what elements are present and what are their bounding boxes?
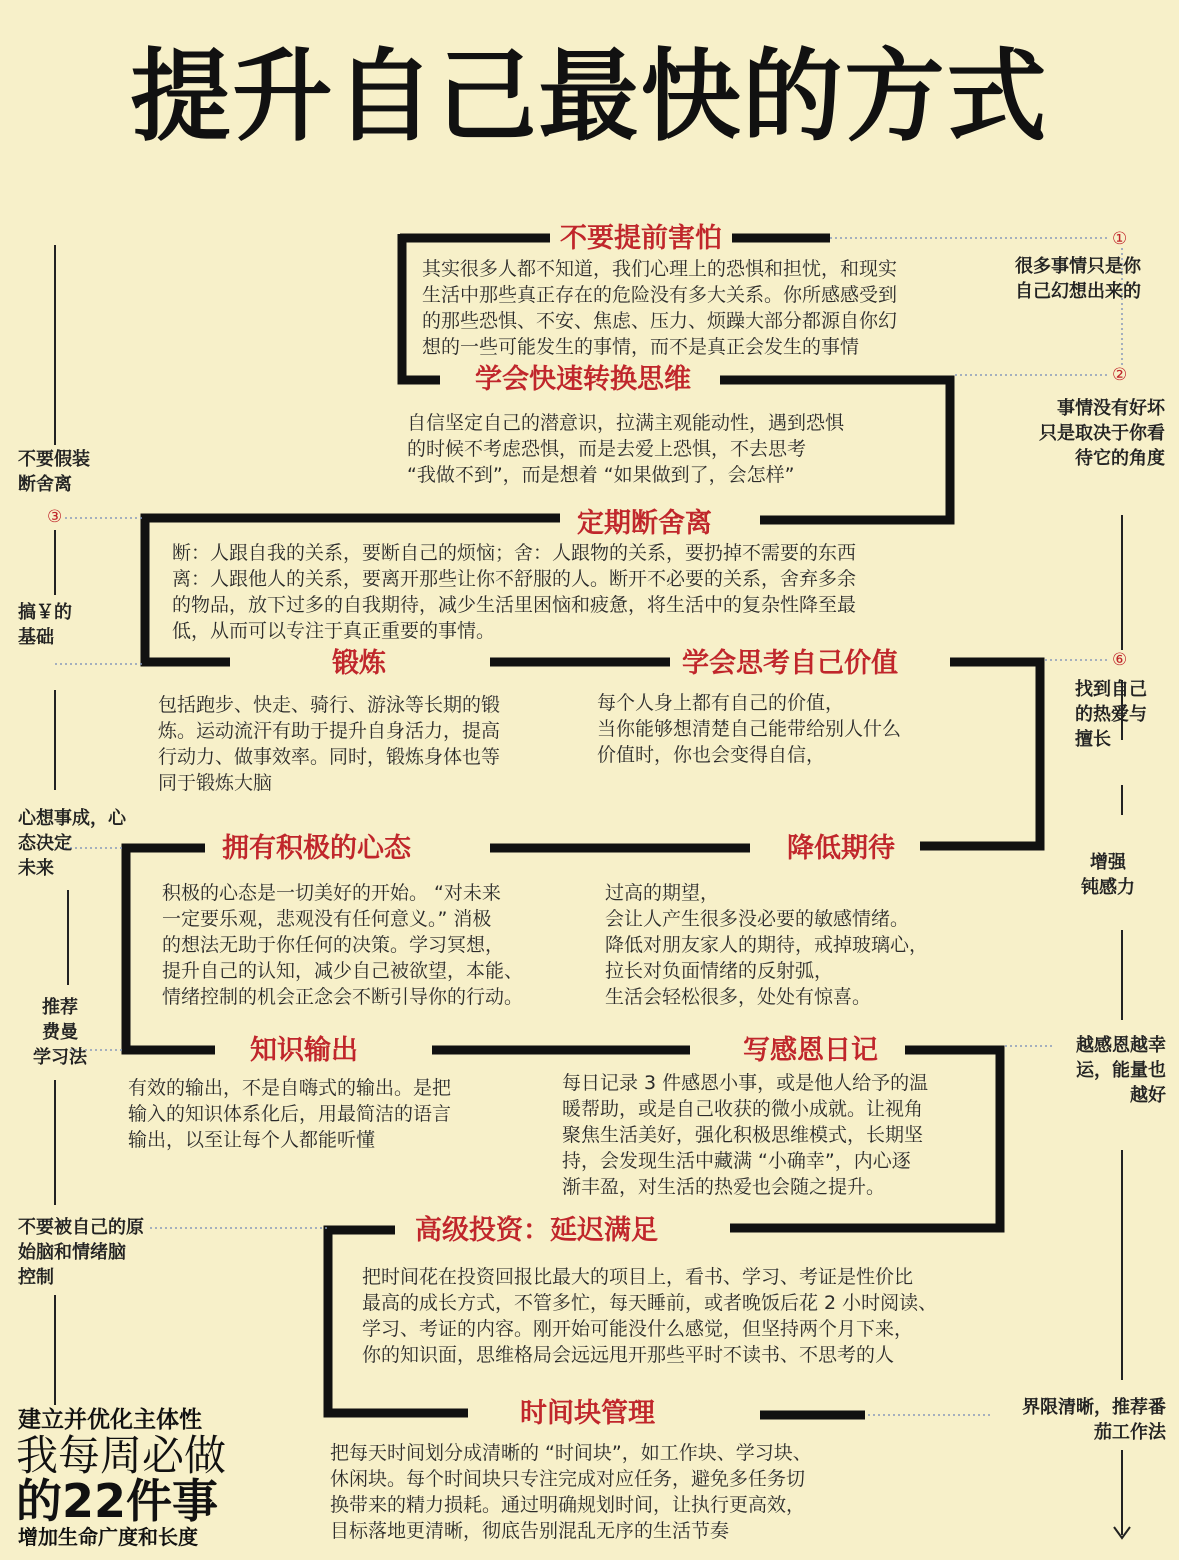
- section-line: 的物品，放下过多的自我期待，减少生活里困恼和疲惫，将生活中的复杂性降至最: [172, 594, 857, 616]
- note-line: 越感恩越幸: [1076, 1035, 1166, 1056]
- note-line: 控制: [18, 1267, 54, 1288]
- section-heading-9: 写感恩日记: [733, 1034, 888, 1068]
- right-note-5: [1058, 1033, 1166, 1108]
- section-line: 会让人产生很多没必要的敏感情绪。: [605, 908, 910, 930]
- section-line: 有效的输出，不是自嗨式的输出。是把: [128, 1077, 452, 1099]
- section-line: 你的知识面，思维格局会远远甩开那些平时不读书、不思考的人: [362, 1344, 895, 1366]
- section-line: 自信坚定自己的潜意识，拉满主观能动性，遇到恐惧: [407, 412, 845, 434]
- page-title: 提升自己最快的方式: [130, 38, 1049, 155]
- note-line: 态决定: [18, 833, 72, 854]
- section-body-4: [158, 692, 500, 796]
- section-heading-2: 学会快速转换思维: [465, 363, 701, 397]
- section-line: 一定要乐观，悲观没有任何意义。” 消极: [162, 908, 492, 930]
- section-line: 积极的心态是一切美好的开始。 “对未来: [162, 882, 501, 904]
- section-body-3: [172, 540, 856, 644]
- left-note-3: [18, 600, 72, 650]
- section-line: 同于锻炼大脑: [158, 772, 273, 794]
- section-heading-10: 高级投资：延迟满足: [405, 1214, 668, 1248]
- right-note-4: [1078, 850, 1138, 900]
- section-line: “我做不到”，而是想着 “如果做到了，会怎样”: [407, 464, 795, 486]
- note-line: 始脑和情绪脑: [18, 1242, 126, 1263]
- section-line: 把每天时间划分成清晰的 “时间块”，如工作块、学习块、: [330, 1442, 812, 1464]
- section-body-7: [605, 880, 928, 1010]
- note-number-1: ①: [1112, 229, 1128, 249]
- section-line: 炼。运动流汗有助于提升自身活力，提高: [158, 720, 501, 742]
- note-line: 搞￥的: [18, 602, 72, 623]
- note-line: 不要假装: [18, 449, 90, 470]
- right-note-3: [1075, 677, 1147, 752]
- section-heading-5: 学会思考自己价值: [672, 647, 908, 681]
- section-line: 生活会轻松很多，处处有惊喜。: [605, 986, 872, 1008]
- section-heading-8: 知识输出: [240, 1034, 368, 1068]
- section-line: 输入的知识体系化后，用最简洁的语言: [128, 1103, 452, 1125]
- section-body-9: [562, 1070, 928, 1200]
- note-line: 运，能量也: [1076, 1060, 1166, 1081]
- section-line: 提升自己的认知，减少自己被欲望，本能、: [162, 960, 524, 982]
- section-body-8: [128, 1075, 451, 1153]
- section-body-5: [597, 690, 901, 768]
- note-line: 不要被自己的原: [18, 1217, 144, 1238]
- section-line: 每日记录 3 件感恩小事，或是他人给予的温: [562, 1072, 929, 1094]
- section-line: 断：人跟自我的关系，要断自己的烦恼；舍：人跟物的关系，要扔掉不需要的东西: [172, 542, 857, 564]
- section-line: 拉长对负面情绪的反射弧，: [605, 960, 834, 982]
- section-body-11: [330, 1440, 812, 1544]
- section-line: 降低对朋友家人的期待，戒掉玻璃心，: [605, 934, 929, 956]
- note-line: 擅长: [1075, 729, 1111, 750]
- note-number-6: ⑥: [1112, 650, 1128, 670]
- note-number-2: ②: [1112, 365, 1128, 385]
- note-line: 推荐: [42, 997, 78, 1018]
- note-line: 越好: [1130, 1085, 1166, 1106]
- note-line: 只是取决于你看: [1039, 423, 1165, 444]
- section-line: 的那些恐惧、不安、焦虑、压力、烦躁大部分都源自你幻: [422, 310, 898, 332]
- note-line: 增强: [1090, 852, 1126, 873]
- note-line: 学习法: [33, 1047, 87, 1068]
- section-body-2: [407, 410, 844, 488]
- note-line: 基础: [18, 627, 54, 648]
- bottom-left-line-1: 建立并优化主体性: [18, 1407, 202, 1433]
- section-line: 把时间花在投资回报比最大的项目上，看书、学习、考证是性价比: [362, 1266, 914, 1288]
- note-line: 自己幻想出来的: [1015, 281, 1141, 302]
- note-line: 界限清晰，推荐番: [1022, 1397, 1166, 1418]
- note-line: 事情没有好坏: [1057, 398, 1165, 419]
- note-line: 断舍离: [18, 474, 72, 495]
- section-heading-1: 不要提前害怕: [550, 222, 732, 256]
- note-line: 钝感力: [1081, 877, 1135, 898]
- left-note-1: [18, 447, 90, 497]
- section-body-6: [162, 880, 523, 1010]
- left-note-4: [18, 806, 126, 881]
- section-line: 其实很多人都不知道，我们心理上的恐惧和担忧，和现实: [422, 258, 898, 280]
- section-line: 持，会发现生活中藏满 “小确幸”，内心逐: [562, 1150, 911, 1172]
- section-line: 最高的成长方式，不管多忙，每天睡前，或者晚饭后花 2 小时阅读、: [362, 1292, 938, 1314]
- section-line: 行动力、做事效率。同时，锻炼身体也等: [158, 746, 501, 768]
- note-line: 的热爱与: [1075, 704, 1147, 725]
- section-line: 低，从而可以专注于真正重要的事情。: [172, 620, 496, 642]
- section-line: 每个人身上都有自己的价值，: [597, 692, 845, 714]
- bottom-left-line-4: 增加生命广度和长度: [18, 1525, 198, 1549]
- note-line: 茄工作法: [1094, 1422, 1166, 1443]
- right-note-1: [1015, 254, 1141, 304]
- section-line: 包括跑步、快走、骑行、游泳等长期的锻: [158, 694, 501, 716]
- section-line: 学习、考证的内容。刚开始可能没什么感觉，但坚持两个月下来，: [362, 1318, 914, 1340]
- note-line: 未来: [18, 858, 54, 879]
- note-line: 费曼: [42, 1022, 78, 1043]
- left-note-5: [20, 995, 100, 1070]
- section-line: 输出，以至让每个人都能听懂: [128, 1129, 376, 1151]
- section-line: 暖帮助，或是自己收获的微小成就。让视角: [562, 1098, 924, 1120]
- note-number-3: ③: [47, 507, 63, 527]
- section-line: 情绪控制的机会正念会不断引导你的行动。: [162, 986, 524, 1008]
- section-heading-7: 降低期待: [777, 832, 905, 866]
- section-body-10: [362, 1264, 937, 1368]
- section-heading-6: 拥有积极的心态: [212, 832, 421, 866]
- section-line: 换带来的精力损耗。通过明确规划时间，让执行更高效，: [330, 1494, 806, 1516]
- section-heading-3: 定期断舍离: [567, 507, 722, 541]
- bottom-left-line-2: 我每周必做: [16, 1431, 227, 1480]
- section-line: 生活中那些真正存在的危险没有多大关系。你所感感受到: [422, 284, 898, 306]
- section-line: 目标落地更清晰，彻底告别混乱无序的生活节奏: [330, 1520, 730, 1542]
- right-note-6: [992, 1395, 1166, 1445]
- section-line: 当你能够想清楚自己能带给别人什么: [597, 718, 902, 740]
- section-line: 渐丰盈，对生活的热爱也会随之提升。: [562, 1176, 886, 1198]
- section-line: 过高的期望，: [605, 882, 720, 904]
- section-heading-11: 时间块管理: [510, 1397, 665, 1431]
- section-line: 的时候不考虑恐惧，而是去爱上恐惧，不去思考: [407, 438, 807, 460]
- section-line: 价值时，你也会变得自信，: [597, 744, 826, 766]
- section-line: 的想法无助于你任何的决策。学习冥想，: [162, 934, 505, 956]
- section-body-1: [422, 256, 897, 360]
- right-note-2: [1015, 396, 1165, 471]
- note-line: 找到自己: [1075, 679, 1147, 700]
- section-heading-4: 锻炼: [322, 647, 396, 681]
- section-line: 聚焦生活美好，强化积极思维模式，长期坚: [562, 1124, 924, 1146]
- note-line: 心想事成，心: [18, 808, 126, 829]
- bottom-left-line-3: 的22件事: [16, 1474, 219, 1528]
- section-line: 想的一些可能发生的事情，而不是真正会发生的事情: [422, 336, 860, 358]
- note-line: 待它的角度: [1075, 448, 1165, 469]
- section-line: 离：人跟他人的关系，要离开那些让你不舒服的人。断开不必要的关系，舍弃多余: [172, 568, 857, 590]
- note-line: 很多事情只是你: [1015, 256, 1141, 277]
- section-line: 休闲块。每个时间块只专注完成对应任务，避免多任务切: [330, 1468, 806, 1490]
- left-note-6: [18, 1215, 144, 1290]
